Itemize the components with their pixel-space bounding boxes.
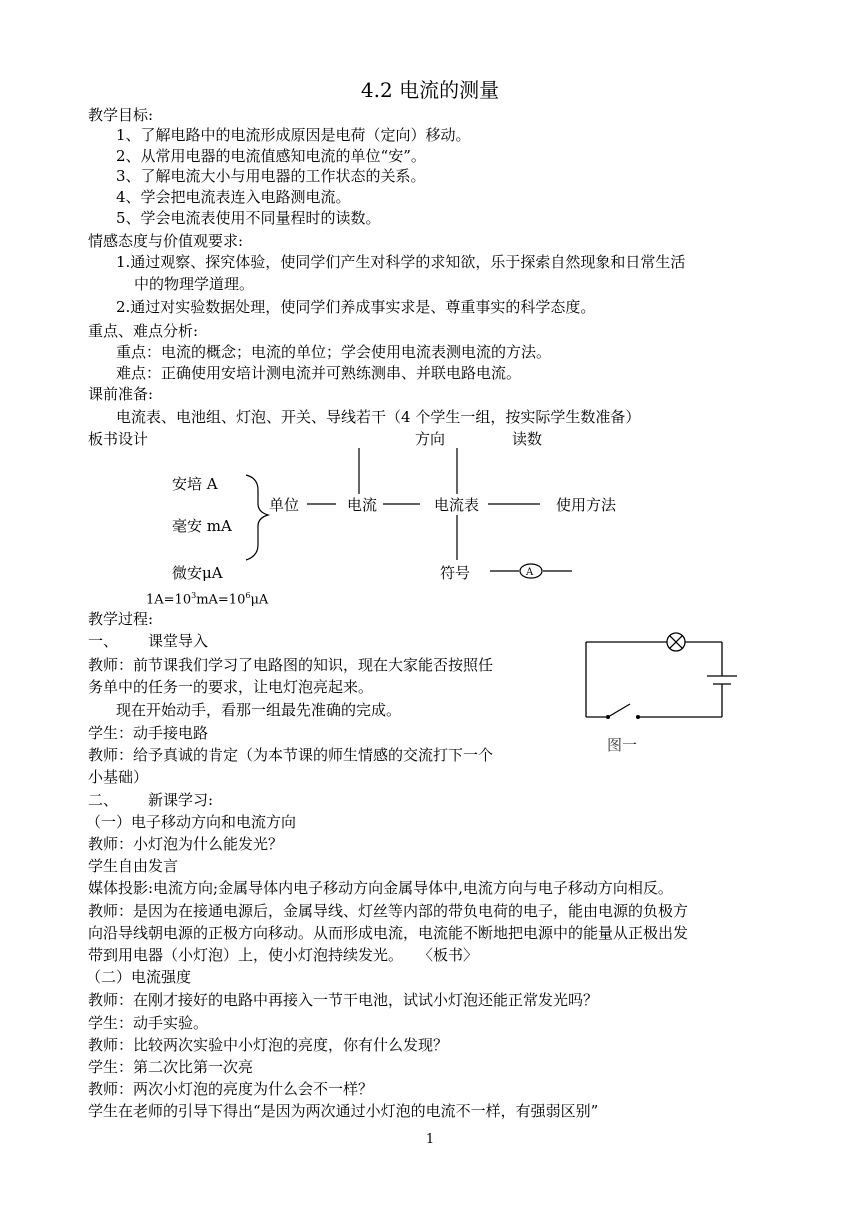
paragraph: 学生：动手实验。 <box>88 1014 209 1032</box>
board-usage: 使用方法 <box>556 496 617 514</box>
subsection-1-title: （一）电子移动方向和电流方向 <box>86 813 297 831</box>
paragraph: 学生在老师的引导下得出“是因为两次通过小灯泡的电流不一样，有强弱区别” <box>88 1102 599 1120</box>
attitude-item-2: 2.通过对实验数据处理，使同学们养成事实求是、尊重事实的科学态度。 <box>116 298 596 316</box>
paragraph: 教师：给予真诚的肯定（为本节课的师生情感的交流打下一个 <box>88 746 494 764</box>
board-conversion: $1A=10^3mA=10^6\mu A$ <box>146 591 269 608</box>
page-number: 1 <box>425 1132 435 1147</box>
board-milliamp: 毫安 mA <box>172 517 232 535</box>
section-1-title: 课堂导入 <box>148 632 209 650</box>
subsection-2-title: （二）电流强度 <box>86 968 192 986</box>
board-symbol: 符号 <box>440 564 471 582</box>
paragraph: 现在开始动手，看那一组最先准确的完成。 <box>116 701 402 719</box>
objective-item: 4、学会把电流表连入电路测电流。 <box>116 188 351 206</box>
keypoints-heading: 重点、难点分析: <box>88 322 199 340</box>
attitude-item-1: 1.通过观察、探究体验，使同学们产生对科学的求知欲，乐于探索自然现象和日常生活 <box>116 253 686 271</box>
board-reading: 读数 <box>512 430 543 448</box>
objectives-heading: 教学目标: <box>88 106 154 124</box>
board-microamp: 微安μA <box>172 564 223 582</box>
objective-item: 2、从常用电器的电流值感知电流的单位“安”。 <box>116 147 426 165</box>
key-point: 重点：电流的概念；电流的单位；学会使用电流表测电流的方法。 <box>116 343 552 361</box>
process-heading: 教学过程: <box>88 610 154 628</box>
paragraph: 教师：是因为在接通电源后，金属导线、灯丝等内部的带负电荷的电子，能由电源的负极方 <box>88 902 689 920</box>
section-1-number: 一、 <box>88 632 119 650</box>
ammeter-symbol-letter: A <box>526 567 534 578</box>
prep-text: 电流表、电池组、灯泡、开关、导线若干（4 个学生一组，按实际学生数准备） <box>116 408 641 426</box>
board-ammeter: 电流表 <box>434 496 480 514</box>
paragraph: 教师：在刚才接好的电路中再接入一节干电池，试试小灯泡还能正常发光吗？ <box>88 991 599 1009</box>
board-unit: 单位 <box>269 496 300 514</box>
paragraph: 学生自由发言 <box>88 857 179 875</box>
objective-item: 1、了解电路中的电流形成原因是电荷（定向）移动。 <box>116 126 471 144</box>
paragraph: 带到用电器（小灯泡）上，使小灯泡持续发光。 〈板书〉 <box>88 946 479 964</box>
paragraph: 学生：动手接电路 <box>88 724 209 742</box>
attitude-heading: 情感态度与价值观要求: <box>88 232 244 250</box>
paragraph: 教师：两次小灯泡的亮度为什么会不一样？ <box>88 1080 374 1098</box>
paragraph: 媒体投影:电流方向;金属导体内电子移动方向金属导体中,电流方向与电子移动方向相反。 <box>88 879 673 897</box>
board-heading: 板书设计 <box>88 430 149 448</box>
board-ampere: 安培 A <box>172 475 218 493</box>
paragraph: 务单中的任务一的要求，让电灯泡亮起来。 <box>88 678 374 696</box>
board-direction: 方向 <box>415 430 446 448</box>
paragraph: 教师：比较两次实验中小灯泡的亮度，你有什么发现？ <box>88 1036 449 1054</box>
figure-caption: 图一 <box>607 736 638 754</box>
attitude-item-1-cont: 中的物理学道理。 <box>134 275 255 293</box>
paragraph: 教师：小灯泡为什么能发光？ <box>88 835 284 853</box>
objective-item: 5、学会电流表使用不同量程时的读数。 <box>116 209 381 227</box>
prep-heading: 课前准备: <box>88 385 154 403</box>
paragraph: 小基础） <box>88 768 149 786</box>
difficulty-point: 难点：正确使用安培计测电流并可熟练测串、并联电路电流。 <box>116 364 522 382</box>
objective-item: 3、了解电流大小与用电器的工作状态的关系。 <box>116 167 426 185</box>
page-title: 4.2 电流的测量 <box>360 78 500 102</box>
switch-icon <box>608 704 630 717</box>
section-2-title: 新课学习: <box>148 791 214 809</box>
section-2-number: 二、 <box>88 791 119 809</box>
board-current: 电流 <box>347 496 378 514</box>
paragraph: 向沿导线朝电源的正极方向移动。从而形成电流，电流能不断地把电源中的能量从正极出发 <box>88 924 689 942</box>
paragraph: 教师：前节课我们学习了电路图的知识，现在大家能否按照任 <box>88 656 494 674</box>
paragraph: 学生：第二次比第一次亮 <box>88 1058 254 1076</box>
